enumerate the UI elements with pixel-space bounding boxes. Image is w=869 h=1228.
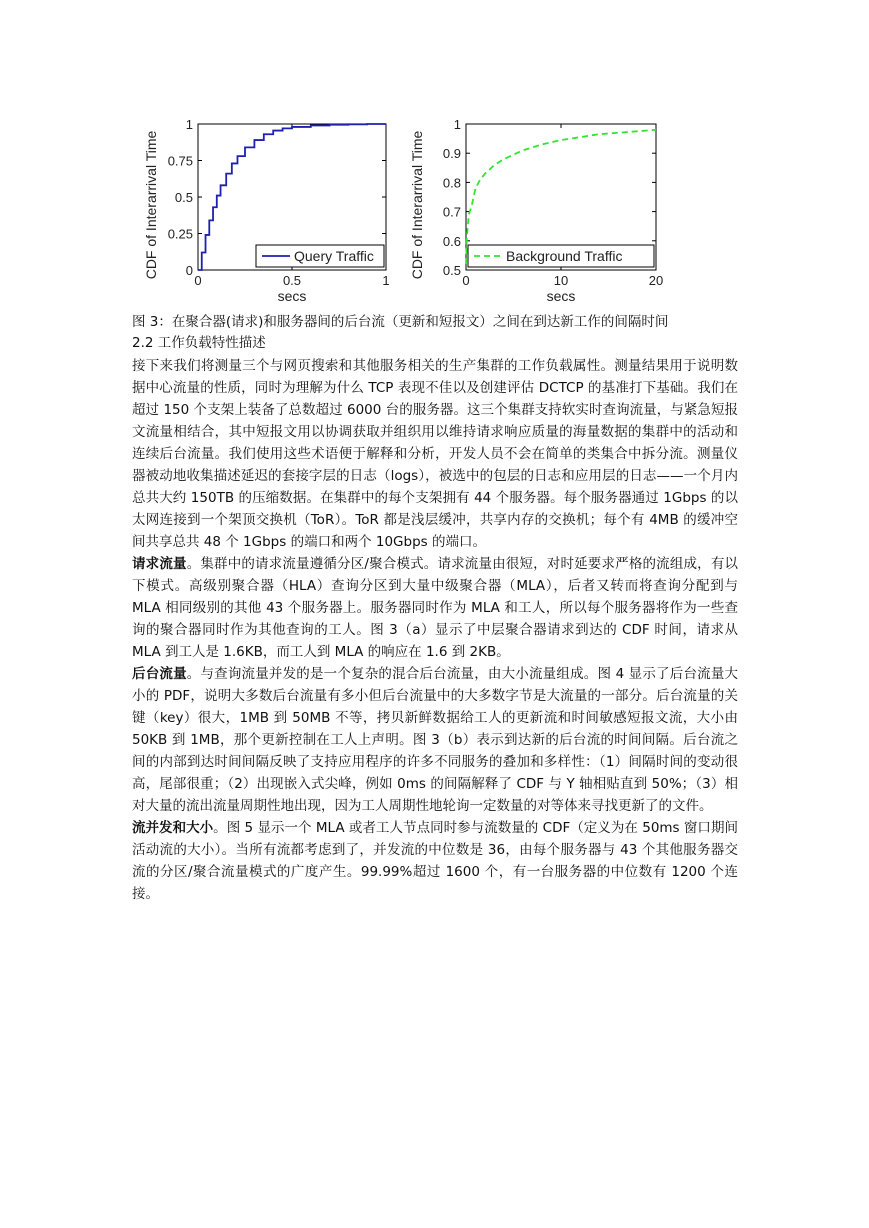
figure-caption: 图 3：在聚合器(请求)和服务器间的后台流（更新和短报文）之间在到达新工作的间隔时间 [132,314,669,330]
y-tick-label: 0.7 [442,204,461,220]
y-tick-label: 1 [185,117,193,132]
x-axis-label: secs [277,288,307,304]
term-background-traffic: 后台流量 [132,666,187,682]
paragraph-query-traffic [132,553,738,663]
chart-query-svg [132,104,392,308]
y-tick-label: 1 [453,117,461,132]
chart-background-svg [400,104,664,308]
chart-background-traffic [400,104,664,308]
y-tick-label: 0.8 [442,175,461,191]
paragraph-background-traffic [132,663,738,817]
y-tick-label: 0 [185,263,193,278]
x-tick-label: 0 [462,273,470,288]
y-tick-label: 0.5 [442,263,461,278]
paragraph-background-traffic-text: 。与查询流量并发的是一个复杂的混合后台流量，由大小流量组成。图 4 显示了后台流量大小的 PDF，说明大多数后台流量有多小但后台流量中的大多数字节是大流量的一部分。后台流量的关键（key）很大，1MB 到 50MB 不等，拷贝新鲜数据给工人的更新流和时间敏感短报文流，大小由 50KB 到 1MB，那个更新控制在工人上声明。图 3（b）表示到达新的后台流的时间间隔。后台流之间的内部到达时间间隔反映了支持应用程序的许多不同服务的叠加和多样性：（1）间隔时间的变动很高，尾部很重；（2）出现嵌入式尖峰，例如 0ms 的间隔解释了 CDF 与 Y 轴相贴直到 50%；（3）相对大量的流出流量周期性地出现，因为工人周期性地轮询一定数量的对等体来寻找更新了的文件。 [132,666,739,814]
section-heading: 2.2 工作负载特性描述 [132,335,266,351]
paragraph-flow-concurrency [132,817,738,905]
x-tick-label: 0.5 [282,273,302,288]
x-tick-label: 10 [553,273,569,288]
figure-3 [132,104,664,308]
x-tick-label: 1 [382,273,390,288]
term-query-traffic: 请求流量 [132,556,187,572]
y-axis-label: CDF of Interarrival Time [409,130,425,280]
y-tick-label: 0.6 [442,233,461,249]
y-tick-label: 0.75 [167,153,193,169]
legend-label: Query Traffic [294,248,374,264]
y-tick-label: 0.9 [442,146,461,162]
y-axis-label: CDF of Interarrival Time [143,130,159,280]
x-axis-label: secs [546,288,576,304]
x-tick-label: 20 [648,273,664,288]
chart-query-traffic [132,104,392,308]
x-tick-label: 0 [194,273,202,288]
legend-label: Background Traffic [506,248,623,264]
y-tick-label: 0.25 [167,226,193,242]
paragraph-intro: 接下来我们将测量三个与网页搜索和其他服务相关的生产集群的工作负载属性。测量结果用于说明数据中心流量的性质，同时为理解为什么 TCP 表现不佳以及创建评估 DCTCP 的基准打下基础。我们在超过 150 个支架上装备了总数超过 6000 台的服务器。这三个集群支持软实时查询流量，与紧急短报文流量相结合，其中短报文用以协调获取并组织用以维持请求响应质量的海量数据的集群中的活动和连续后台流量。我们使用这些术语便于解释和分析，开发人员不会在简单的类集合中拆分流。测量仪器被动地收集描述延迟的套接字层的日志（logs），被选中的包层的日志和应用层的日志——一个月内总共大约 150TB 的压缩数据。在集群中的每个支架拥有 44 个服务器。每个服务器通过 1Gbps 的以太网连接到一个架顶交换机（ToR）。ToR 都是浅层缓冲，共享内存的交换机；每个有 4MB 的缓冲空间共享总共 48 个 1Gbps 的端口和两个 10Gbps 的端口。 [132,358,738,550]
paragraph-flow-concurrency-text: 。图 5 显示一个 MLA 或者工人节点同时参与流数量的 CDF（定义为在 50ms 窗口期间活动流的大小）。当所有流都考虑到了，并发流的中位数是 36，由每个服务器与 43 个其他服务器交流的分区/聚合流量模式的广度产生。99.99%超过 1600 个，有一台服务器的中位数有 1200 个连接。 [132,820,738,902]
paragraph-query-traffic-text: 。集群中的请求流量遵循分区/聚合模式。请求流量由很短，对时延要求严格的流组成，有以下模式。高级别聚合器（HLA）查询分区到大量中级聚合器（MLA），后者又转而将查询分配到与 MLA 相同级别的其他 43 个服务器上。服务器同时作为 MLA 和工人，所以每个服务器将作为一些查询的聚合器同时作为其他查询的工人。图 3（a）显示了中层聚合器请求到达的 CDF 时间，请求从 MLA 到工人是 1.6KB，而工人到 MLA 的响应在 1.6 到 2KB。 [132,556,738,660]
body-text [132,355,738,905]
term-flow-concurrency: 流并发和大小 [132,820,214,836]
y-tick-label: 0.5 [174,190,193,205]
